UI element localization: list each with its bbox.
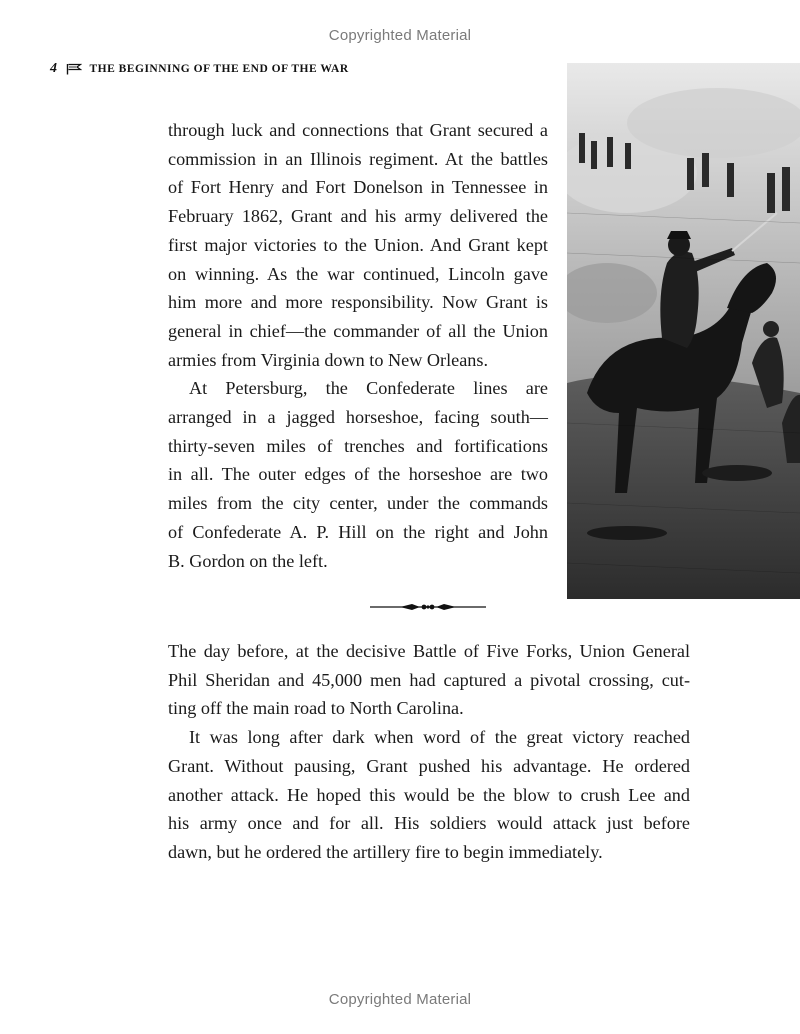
- text-column-upper: [168, 116, 548, 575]
- text-line: general in chief—the commander of all the Union: [168, 320, 548, 341]
- text-line: arranged in a jagged horseshoe, facing south—: [168, 407, 548, 428]
- text-line: Grant. Without pausing, Grant pushed his advantage. He ordered: [168, 755, 690, 776]
- copyright-watermark-top: Copyrighted Material: [328, 27, 472, 44]
- text-line: of Confederate A. P. Hill on the right and John: [168, 521, 548, 542]
- text-line: miles from the city center, under the commands: [168, 493, 548, 514]
- section-divider-ornament: [370, 600, 486, 612]
- text-line: on winning. As the war continued, Lincoln gave: [168, 263, 548, 284]
- paragraph-petersburg-lines: [168, 374, 548, 575]
- text-line: thirty-seven miles of trenches and fortifications: [168, 435, 548, 456]
- text-column-lower: [168, 637, 690, 867]
- text-line: first major victories to the Union. And Grant kept: [168, 234, 548, 255]
- text-line: armies from Virginia down to New Orleans.: [168, 349, 488, 370]
- paragraph-grant-attack: [168, 723, 690, 867]
- text-line: The day before, at the decisive Battle of Five Forks, Union General: [168, 641, 690, 661]
- paragraph-five-forks: [168, 637, 690, 723]
- page-number: 4: [50, 61, 58, 76]
- text-line: in all. The outer edges of the horseshoe are two: [168, 464, 548, 485]
- paragraph-grant-background: [168, 116, 548, 374]
- text-line: him more and more responsibility. Now Grant is: [168, 292, 548, 313]
- text-line: commission in an Illinois regiment. At the battles: [168, 148, 548, 169]
- text-line: his army once and for all. His soldiers would attack just before: [168, 813, 690, 834]
- copyright-watermark-bottom: Copyrighted Material: [328, 991, 472, 1008]
- text-line: February 1862, Grant and his army delivered the: [168, 206, 548, 227]
- text-line: of Fort Henry and Fort Donelson in Tennessee in: [168, 177, 548, 198]
- text-line: It was long after dark when word of the great victory reached: [189, 727, 690, 748]
- battle-illustration: [567, 63, 800, 599]
- text-line: another attack. He hoped this would be the blow to crush Lee and: [168, 784, 690, 805]
- text-line: ting off the main road to North Carolina.: [168, 698, 464, 719]
- running-head: [50, 61, 349, 77]
- running-head-title: THE BEGINNING OF THE END OF THE WAR: [89, 63, 349, 75]
- text-line: At Petersburg, the Confederate lines are: [189, 378, 548, 399]
- text-line: through luck and connections that Grant secured a: [168, 120, 548, 140]
- text-line: Phil Sheridan and 45,000 men had captured a pivotal crossing, cut-: [168, 669, 690, 690]
- text-line: dawn, but he ordered the artillery fire to begin immediately.: [168, 841, 603, 862]
- text-line: B. Gordon on the left.: [168, 550, 328, 571]
- flag-icon: [66, 63, 82, 75]
